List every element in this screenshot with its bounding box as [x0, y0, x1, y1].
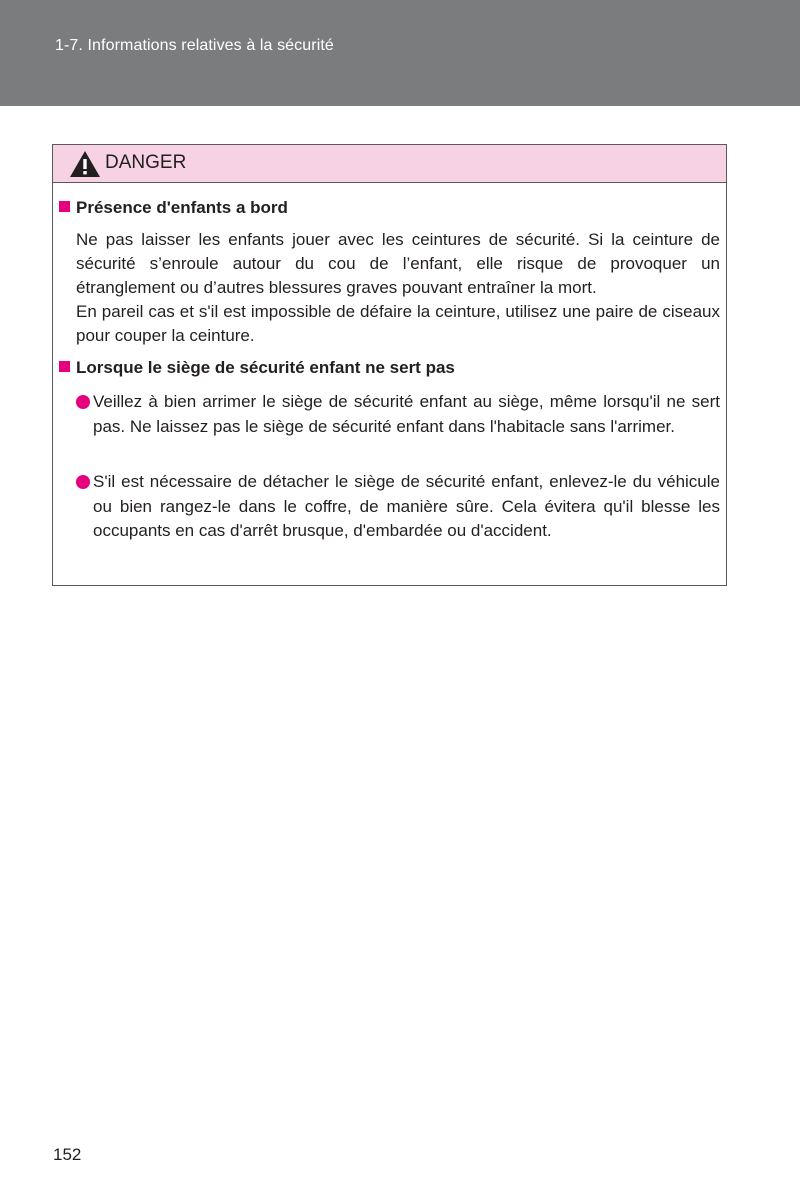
page-header [0, 0, 800, 106]
warning-triangle-icon [69, 150, 101, 178]
list-item-text: Veillez à bien arrimer le siège de sécurité enfant au siège, même lorsqu'il ne sert pas. Ne laissez pas le siège de sécurité enfant dans l'habitacle sans l'arrimer. [93, 392, 720, 436]
square-bullet-icon [59, 201, 70, 212]
page-number: 152 [53, 1145, 82, 1164]
section-title: 1-7. Informations relatives à la sécurité [55, 37, 334, 54]
danger-bar [53, 145, 726, 183]
section-heading-text: Présence d'enfants a bord [76, 198, 288, 217]
section-heading-unused-child-seat [59, 358, 455, 378]
danger-box [52, 144, 727, 586]
paragraph: Ne pas laisser les enfants jouer avec les ceintures de sécurité. Si la ceinture de sécurité s’enroule autour du cou de l’enfant, elle risque de provoquer un étranglement ou d’autres blessures graves pouvant entraîner la mort. [76, 230, 720, 297]
section-heading-text: Lorsque le siège de sécurité enfant ne sert pas [76, 358, 455, 377]
section-heading-children-on-board [59, 198, 288, 218]
round-bullet-icon [76, 395, 90, 409]
round-bullet-icon [76, 475, 90, 489]
list-item-text: S'il est nécessaire de détacher le siège de sécurité enfant, enlevez-le du véhicule ou bien rangez-le dans le coffre, de manière sûre. Cela évitera qu'il blesse les occupants en cas d'arrêt brusque, d'embardée ou d'accident. [93, 472, 720, 540]
square-bullet-icon [59, 361, 70, 372]
danger-label: DANGER [105, 152, 187, 173]
paragraph: En pareil cas et s'il est impossible de défaire la ceinture, utilisez une paire de ciseaux pour couper la ceinture. [76, 302, 720, 345]
list-item [93, 470, 720, 544]
list-item [93, 390, 720, 439]
